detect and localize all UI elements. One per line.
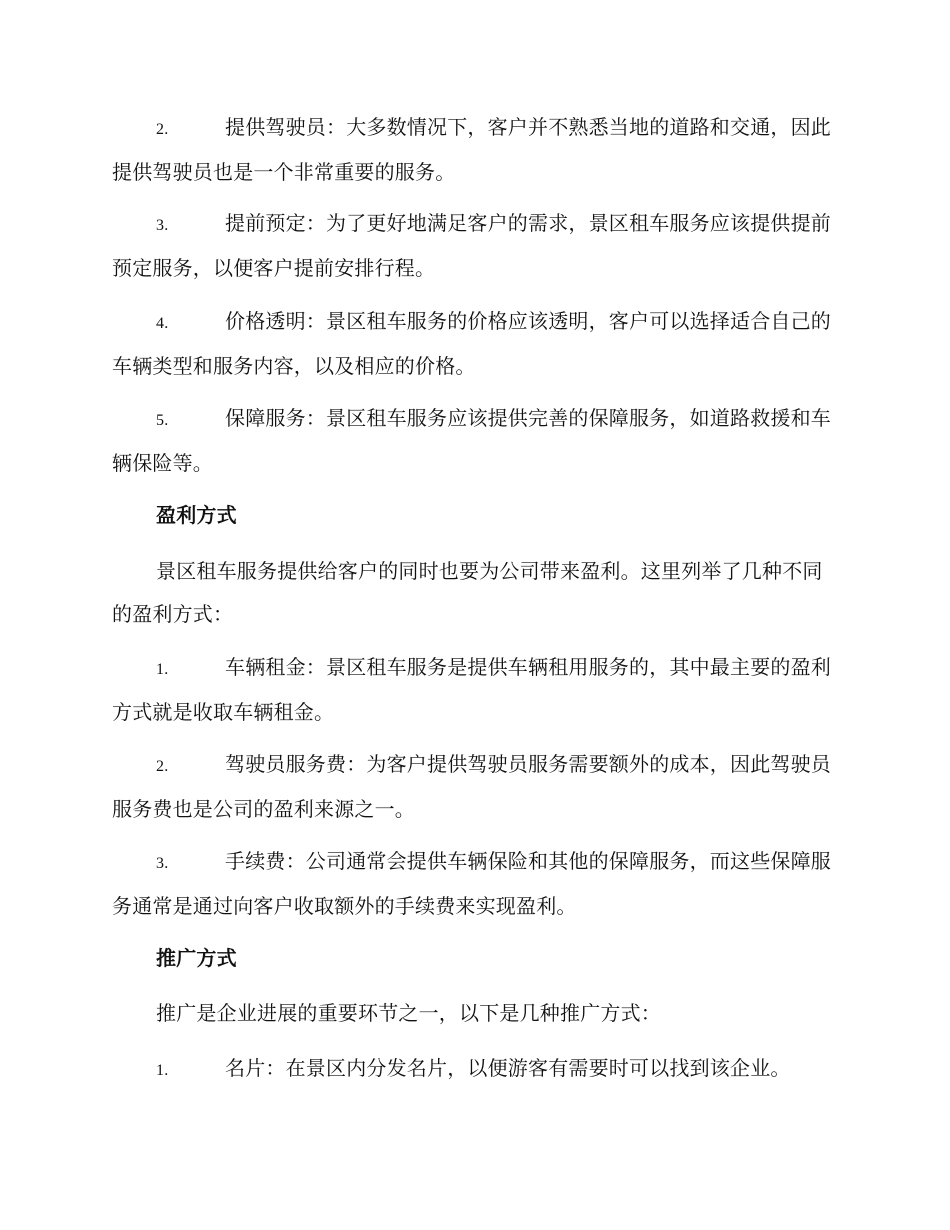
list-item (112, 1047, 832, 1092)
list-number: 2. (156, 758, 169, 775)
list-item (112, 840, 832, 928)
list-number: 2. (156, 121, 169, 138)
list-number: 3. (156, 217, 169, 234)
list-number: 1. (156, 661, 169, 678)
intro-paragraph-promotion: 推广是企业进展的重要环节之一，以下是几种推广方式： (156, 1001, 661, 1025)
list-text: 手续费：公司通常会提供车辆保险和其他的保障服务，而这些保障服务通常是通过向客户收取额外的手续费来实现盈利。 (112, 849, 831, 918)
list-text: 车辆租金：景区租车服务是提供车辆租用服务的，其中最主要的盈利方式就是收取车辆租金。 (112, 655, 831, 724)
list-item (112, 646, 832, 734)
list-number: 3. (156, 855, 169, 872)
section-heading-promotion: 推广方式 (156, 946, 237, 970)
list-text: 名片：在景区内分发名片，以便游客有需要时可以找到该企业。 (225, 1056, 791, 1080)
list-item (112, 106, 832, 194)
list-item (112, 202, 832, 290)
list-text: 驾驶员服务费：为客户提供驾驶员服务需要额外的成本，因此驾驶员服务费也是公司的盈利来源之一。 (112, 752, 831, 821)
list-text: 提前预定：为了更好地满足客户的需求，景区租车服务应该提供提前预定服务，以便客户提前安排行程。 (112, 211, 831, 280)
list-text: 价格透明：景区租车服务的价格应该透明，客户可以选择适合自己的车辆类型和服务内容，以及相应的价格。 (112, 309, 831, 378)
list-item (112, 397, 832, 485)
list-text: 保障服务：景区租车服务应该提供完善的保障服务，如道路救援和车辆保险等。 (112, 406, 831, 475)
list-number: 4. (156, 315, 169, 332)
list-item (112, 300, 832, 388)
list-item (112, 743, 832, 831)
list-number: 1. (156, 1062, 169, 1079)
list-text: 提供驾驶员：大多数情况下，客户并不熟悉当地的道路和交通，因此提供驾驶员也是一个非常重要的服务。 (112, 115, 831, 184)
list-number: 5. (156, 412, 169, 429)
intro-paragraph-profit: 景区租车服务提供给客户的同时也要为公司带来盈利。这里列举了几种不同的盈利方式： (112, 559, 823, 626)
section-heading-profit: 盈利方式 (156, 503, 237, 527)
